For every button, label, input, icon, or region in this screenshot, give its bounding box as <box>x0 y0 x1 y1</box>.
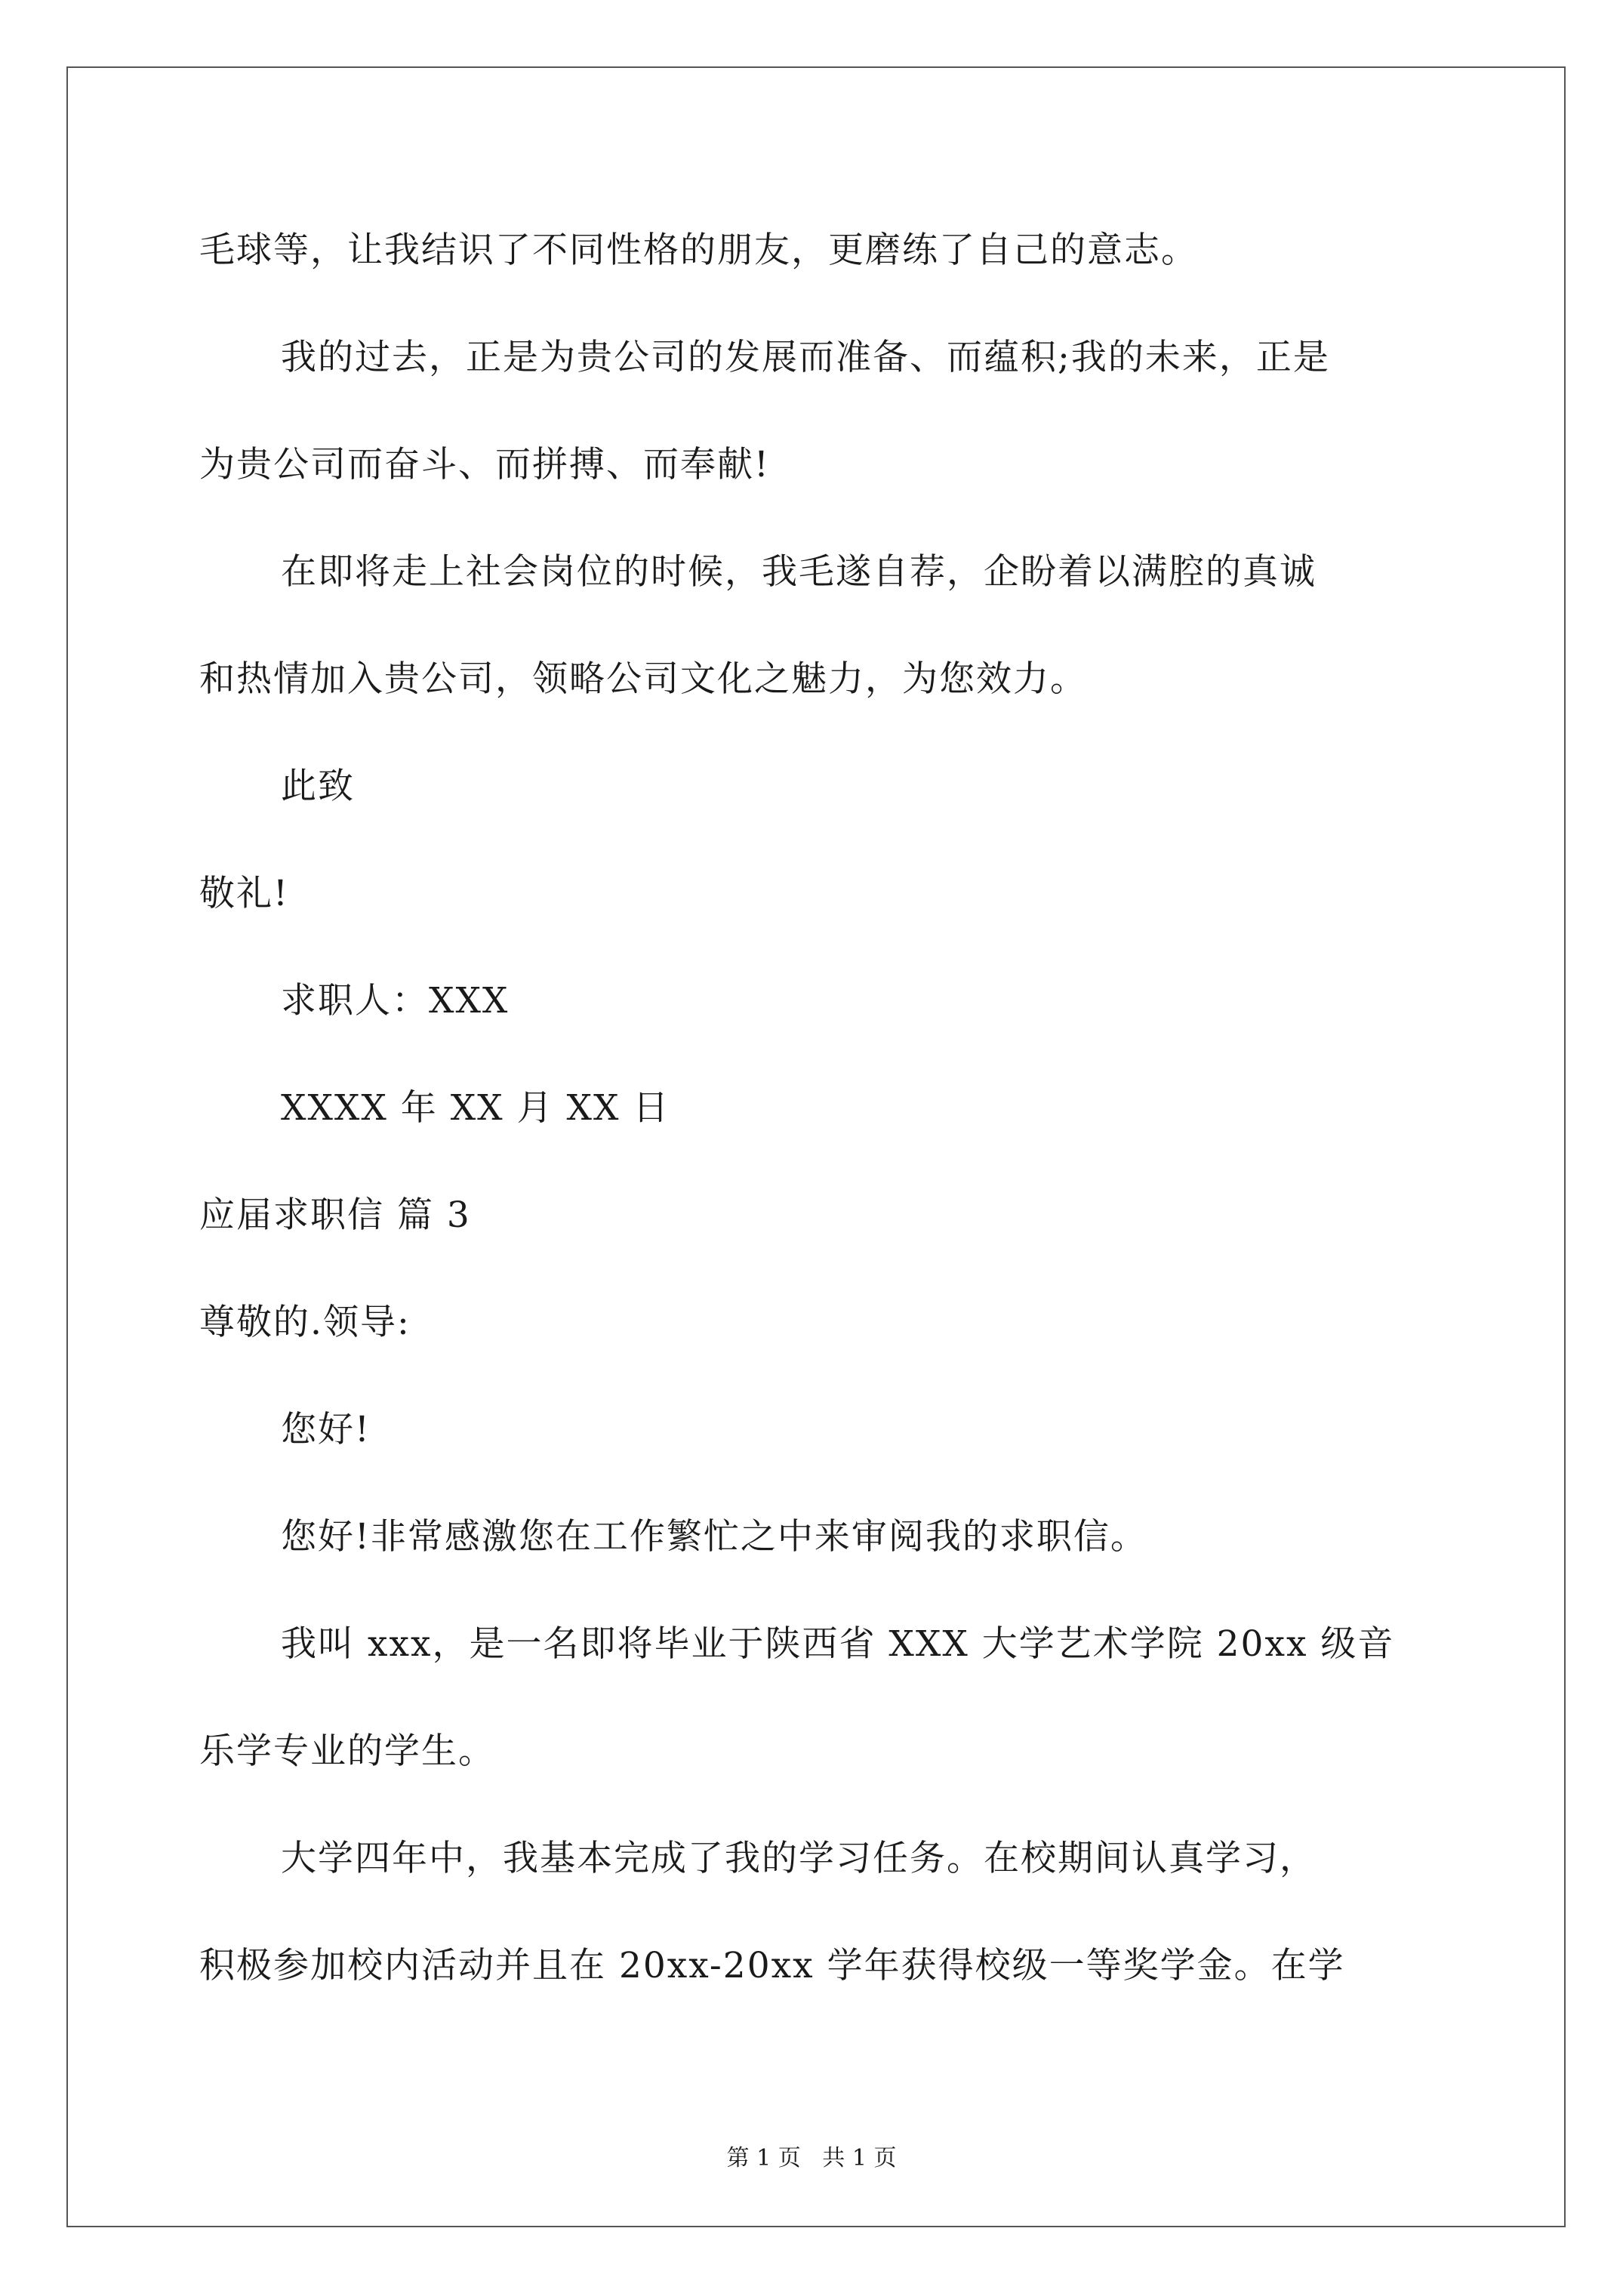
text-line: 大学四年中，我基本完成了我的学习任务。在校期间认真学习， <box>281 1838 1317 1879</box>
letter-date: XXXX 年 XX 月 XX 日 <box>281 1087 670 1129</box>
text-line: 您好!非常感激您在工作繁忙之中来审阅我的求职信。 <box>281 1516 1147 1558</box>
page-frame <box>66 66 1566 2227</box>
text-line: 我叫 xxx，是一名即将毕业于陕西省 XXX 大学艺术学院 20xx 级音 <box>281 1623 1395 1665</box>
page-number-footer: 第 1 页 共 1 页 <box>726 2145 897 2171</box>
greeting-recipient: 尊敬的.领导: <box>199 1302 411 1343</box>
applicant-signature: 求职人：XXX <box>281 980 510 1022</box>
text-line: 在即将走上社会岗位的时候，我毛遂自荐，企盼着以满腔的真诚 <box>281 551 1317 593</box>
text-line: 积极参加校内活动并且在 20xx-20xx 学年获得校级一等奖学金。在学 <box>199 1945 1345 1986</box>
closing-salutation: 此致 <box>281 766 355 807</box>
text-line: 为贵公司而奋斗、而拼搏、而奉献! <box>199 444 770 485</box>
text-line: 和热情加入贵公司，领略公司文化之魅力，为您效力。 <box>199 658 1087 700</box>
section-title: 应届求职信 篇 3 <box>199 1194 471 1236</box>
text-line: 毛球等，让我结识了不同性格的朋友，更磨练了自己的意志。 <box>199 230 1198 271</box>
text-line: 乐学专业的学生。 <box>199 1730 495 1772</box>
greeting: 您好! <box>281 1409 371 1450</box>
text-line: 我的过去，正是为贵公司的发展而准备、而蕴积;我的未来，正是 <box>281 337 1330 378</box>
closing-regards: 敬礼! <box>199 873 289 914</box>
